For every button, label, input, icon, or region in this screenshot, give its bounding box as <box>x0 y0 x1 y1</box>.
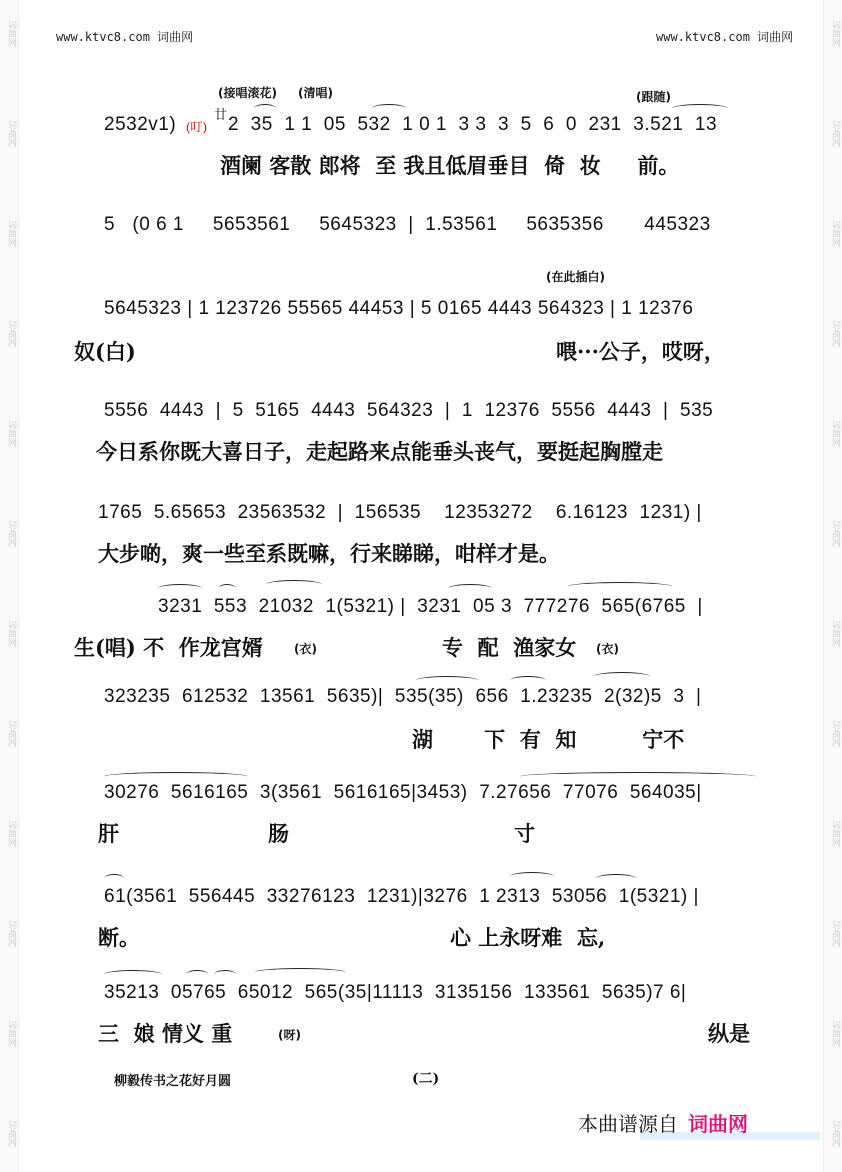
annotation-chabai: (在此插白) <box>546 270 605 284</box>
lyrics-line-6-b: 专 配 渔家女 <box>442 635 577 660</box>
annotation-gensui: (跟随) <box>636 90 671 104</box>
notation-line-10: 35213 05765 65012 565(35|11113 3135156 133561 5635)7 6| <box>104 982 687 1003</box>
slur-mark <box>672 104 728 113</box>
header-site-left[interactable]: www.ktvc8.com 词曲网 <box>56 30 194 44</box>
slur-mark <box>218 584 236 593</box>
watermark-text: 词曲网 <box>830 920 840 947</box>
watermark-text: 词曲网 <box>830 120 840 147</box>
lyrics-line-1: 酒阑 客散 郎将 至 我且低眉垂目 倚 妆 前。 <box>220 153 680 178</box>
watermark-text: 词曲网 <box>830 1020 840 1047</box>
slur-mark <box>594 672 650 681</box>
slur-mark <box>372 104 406 113</box>
slur-mark <box>254 104 276 113</box>
lyrics-aside-2: (衣) <box>596 642 619 656</box>
watermark-text: 词曲网 <box>6 120 16 147</box>
source-label: 本曲谱源自 <box>578 1112 678 1136</box>
watermark-text: 词曲网 <box>830 1120 840 1147</box>
notation-line-4: 5556 4443 | 5 5165 4443 564323 | 1 12376 5556 4443 | 535 <box>104 400 714 421</box>
watermark-text: 词曲网 <box>830 220 840 247</box>
watermark-text: 词曲网 <box>830 320 840 347</box>
lyrics-line-8-c: 寸 <box>514 821 535 846</box>
watermark-text: 词曲网 <box>830 20 840 47</box>
slur-mark <box>416 676 478 685</box>
slur-mark <box>568 582 672 591</box>
notation-line-8: 30276 5616165 3(3561 5616165|3453) 7.27656 77076 564035| <box>104 782 702 803</box>
source-brand-link[interactable]: 词曲网 <box>688 1112 748 1136</box>
left-watermark-column <box>0 0 19 1172</box>
lyrics-line-7: 湖 下 有 知 宁不 <box>412 727 685 752</box>
footer-song-title: 柳毅传书之花好月圆 <box>114 1074 232 1089</box>
notation-marker: (叮) <box>186 120 208 134</box>
watermark-text: 词曲网 <box>6 220 16 247</box>
lyrics-aside-ya: (呀) <box>278 1028 301 1042</box>
lyrics-line-9-right: 心 上永呀难 忘, <box>450 925 606 950</box>
notation-line-6: 3231 553 21032 1(5321) | 3231 05 3 777276 565(6765 | <box>158 596 703 617</box>
notation-line-5: 1765 5.65653 23563532 | 156535 12353272 6.16123 1231) | <box>98 502 702 523</box>
lyrics-line-4: 今日系你既大喜日子，走起路来点能垂头丧气，要挺起胸膛走 <box>96 439 663 464</box>
annotation-jiechang: (接唱滚花) <box>218 86 277 100</box>
slur-mark <box>158 584 202 593</box>
lyrics-line-10-right: 纵是 <box>708 1021 750 1046</box>
watermark-text: 词曲网 <box>6 20 16 47</box>
watermark-text: 词曲网 <box>830 420 840 447</box>
lyrics-line-3-right: 喂···公子，哎呀， <box>556 339 725 364</box>
lyrics-line-9-left: 断。 <box>98 925 140 950</box>
slur-mark <box>104 970 162 979</box>
watermark-text: 词曲网 <box>6 420 16 447</box>
slur-mark <box>520 772 756 781</box>
watermark-text: 词曲网 <box>830 820 840 847</box>
notation-line-2: 5 (0 6 1 5653561 5645323 | 1.53561 5635356 445323 <box>104 214 711 235</box>
lyrics-line-6-a: 生(唱) 不 作龙宫婿 <box>74 635 263 660</box>
notation-line-7: 323235 612532 13561 5635)| 535(35) 656 1.23235 2(32)5 3 | <box>104 686 702 707</box>
header-site-right[interactable]: www.ktvc8.com 词曲网 <box>656 30 794 44</box>
lyrics-line-10: 三 娘 情义 重 <box>98 1021 233 1046</box>
watermark-text: 词曲网 <box>830 520 840 547</box>
watermark-text: 词曲网 <box>6 920 16 947</box>
lyrics-line-8-b: 肠 <box>268 821 289 846</box>
lyrics-line-5: 大步啲，爽一些至系既嘛，行来睇睇，咁样才是。 <box>98 541 560 566</box>
watermark-text: 词曲网 <box>6 720 16 747</box>
watermark-text: 词曲网 <box>6 520 16 547</box>
slur-mark <box>510 872 554 881</box>
notation-line-3: 5645323 | 1 123726 55565 44453 | 5 0165 4443 564323 | 1 12376 <box>104 298 694 319</box>
slur-mark <box>254 968 346 977</box>
lyrics-line-3-left: 奴(白) <box>74 339 136 364</box>
slur-mark <box>186 970 208 979</box>
notation-sa-mark: 廿 <box>214 107 228 122</box>
footer-page-number: (二) <box>412 1071 440 1087</box>
slur-mark <box>104 874 124 883</box>
right-watermark-column <box>823 0 842 1172</box>
watermark-text: 词曲网 <box>830 620 840 647</box>
notation-line-1: 2 35 1 1 05 532 1 0 1 3 3 3 5 6 0 231 3.521 13 <box>228 114 718 135</box>
slur-mark <box>596 874 636 883</box>
watermark-text: 词曲网 <box>830 720 840 747</box>
watermark-text: 词曲网 <box>6 320 16 347</box>
slur-mark <box>510 676 546 685</box>
lyrics-line-8-a: 肝 <box>98 821 119 846</box>
annotation-qingchang: (清唱) <box>298 86 333 100</box>
watermark-text: 词曲网 <box>6 1020 16 1047</box>
slur-mark <box>448 584 492 593</box>
source-credit <box>578 1108 748 1137</box>
slur-mark <box>214 970 236 979</box>
notation-line-9: 61(3561 556445 33276123 1231)|3276 1 2313 53056 1(5321) | <box>104 886 699 907</box>
notation-prefix: 2532v1) <box>104 114 177 135</box>
lyrics-aside-1: (衣) <box>294 642 317 656</box>
slur-mark <box>266 580 322 589</box>
slur-mark <box>104 772 248 781</box>
watermark-text: 词曲网 <box>6 1120 16 1147</box>
watermark-text: 词曲网 <box>6 620 16 647</box>
watermark-text: 词曲网 <box>6 820 16 847</box>
